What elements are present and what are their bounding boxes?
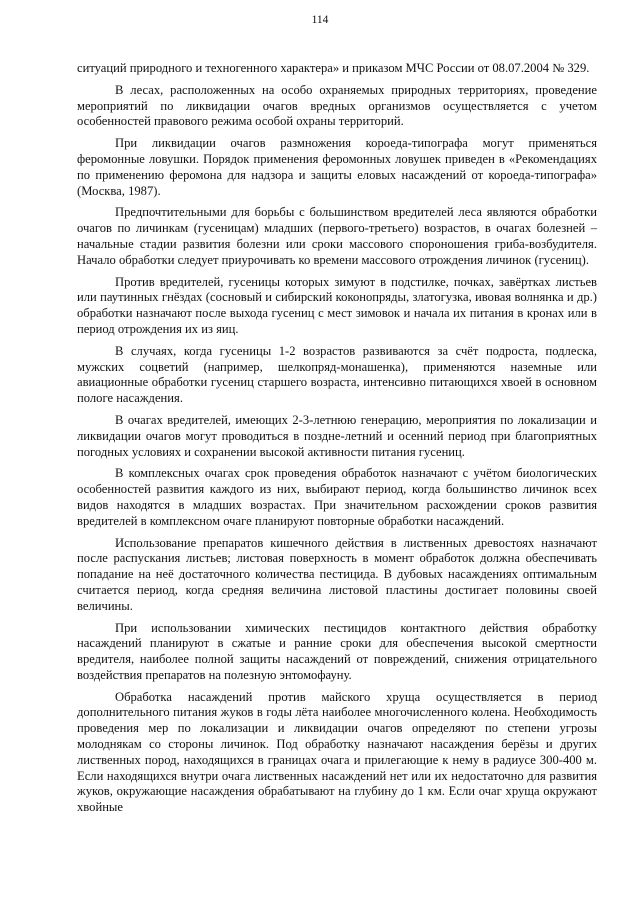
paragraph-young-caterpillars: В случаях, когда гусеницы 1-2 возрастов развиваются за счёт подроста, подлеска, мужских соцветий (например, шелкопряд-монашенка), применяются наземные или авиационные обработки гусениц старшего возраста, интенсивно питающихся хвоей в основном пологе насаждения. (77, 343, 597, 406)
paragraph-preferred-treatments: Предпочтительными для борьбы с большинством вредителей леса являются обработки очагов по личинкам (гусеницам) младших (первого-третьего) возрастов, в очагах болезней – начальные стадии развития болезни или сроки массового спороношения гриба-возбудителя. Начало обработки следует приурочивать ко времени массового отрождения личинок (гусениц). (77, 205, 597, 267)
paragraph-intestinal-preparations: Использование препаратов кишечного действия в лиственных древостоях назначают после распускания листьев; листовая поверхность в момент обработок должна обеспечивать попадание на неё достаточного количества пестицида. В дубовых насаждениях оптимальным считается период, когда средняя величина листовой пластины достигает половины своей величины. (77, 535, 597, 613)
page-number: 114 (311, 14, 329, 26)
paragraph-wintering-caterpillars: Против вредителей, гусеницы которых зимуют в подстилке, почках, завёртках листьев или паутинных гнёздах (сосновый и сибирский коконопряды, златогузка, ивовая волнянка и др.) обработки назначают после выхода гусениц с мест зимовок и начала их питания в кронах или в период отрождения их из яиц. (77, 274, 597, 336)
paragraph-protected-areas: В лесах, расположенных на особо охраняемых природных территориях, проведение мероприятий по ликвидации очагов вредных организмов осуществляется с учетом особенностей правового режима особой охраны территорий. (77, 82, 597, 129)
paragraph-continuation: ситуаций природного и техногенного характера» и приказом МЧС России от 08.07.2004 № 329. (77, 61, 590, 75)
document-body (77, 61, 597, 822)
paragraph-multi-year-generation: В очагах вредителей, имеющих 2-3-летнюю генерацию, мероприятия по локализации и ликвидации очагов могут проводиться в поздне-летний и осенний период при благоприятных погодных условиях и сохранении высокой активности питания гусениц. (77, 412, 597, 459)
paragraph-pheromone-traps: При ликвидации очагов размножения короеда-типографа могут применяться феромонные ловушки. Порядок применения феромонных ловушек приведен в «Рекомендациях по применению феромона для надзора и защиты еловых насаждений от короеда-типографа» (Москва, 1987). (77, 136, 597, 198)
paragraph-contact-pesticides: При использовании химических пестицидов контактного действия обработку насаждений планируют в сжатые и ранние сроки для обеспечения высокой смертности вредителя, наиболее полной защиты насаждений от повреждений, снижения отрицательного воздействия препаратов на полезную энтомофауну. (77, 620, 597, 682)
paragraph-complex-foci: В комплексных очагах срок проведения обработок назначают с учётом биологических особенностей развития каждого из них, выбирают период, когда большинство личинок всех видов находятся в младших возрастах. При значительном расхождении сроков развития вредителей в комплексном очаге планируют повторные обработки насаждений. (77, 466, 597, 528)
paragraph-may-beetle: Обработка насаждений против майского хруща осуществляется в период дополнительного питания жуков в годы лёта наиболее многочисленного колена. Необходимость проведения мер по локализации и ликвидации очагов определяют по степени угрозы молоднякам со стороны личинок. Под обработку назначают насаждения берёзы и других лиственных пород, находящихся в границах очага и прилегающие к нему в радиусе 300-400 м. Если находящихся внутри очага лиственных насаждений нет или их недостаточно для развития жуков, окружающие насаждения обрабатывают на глубину до 1 км. Если очаг хруща окружают хвойные (77, 689, 597, 815)
